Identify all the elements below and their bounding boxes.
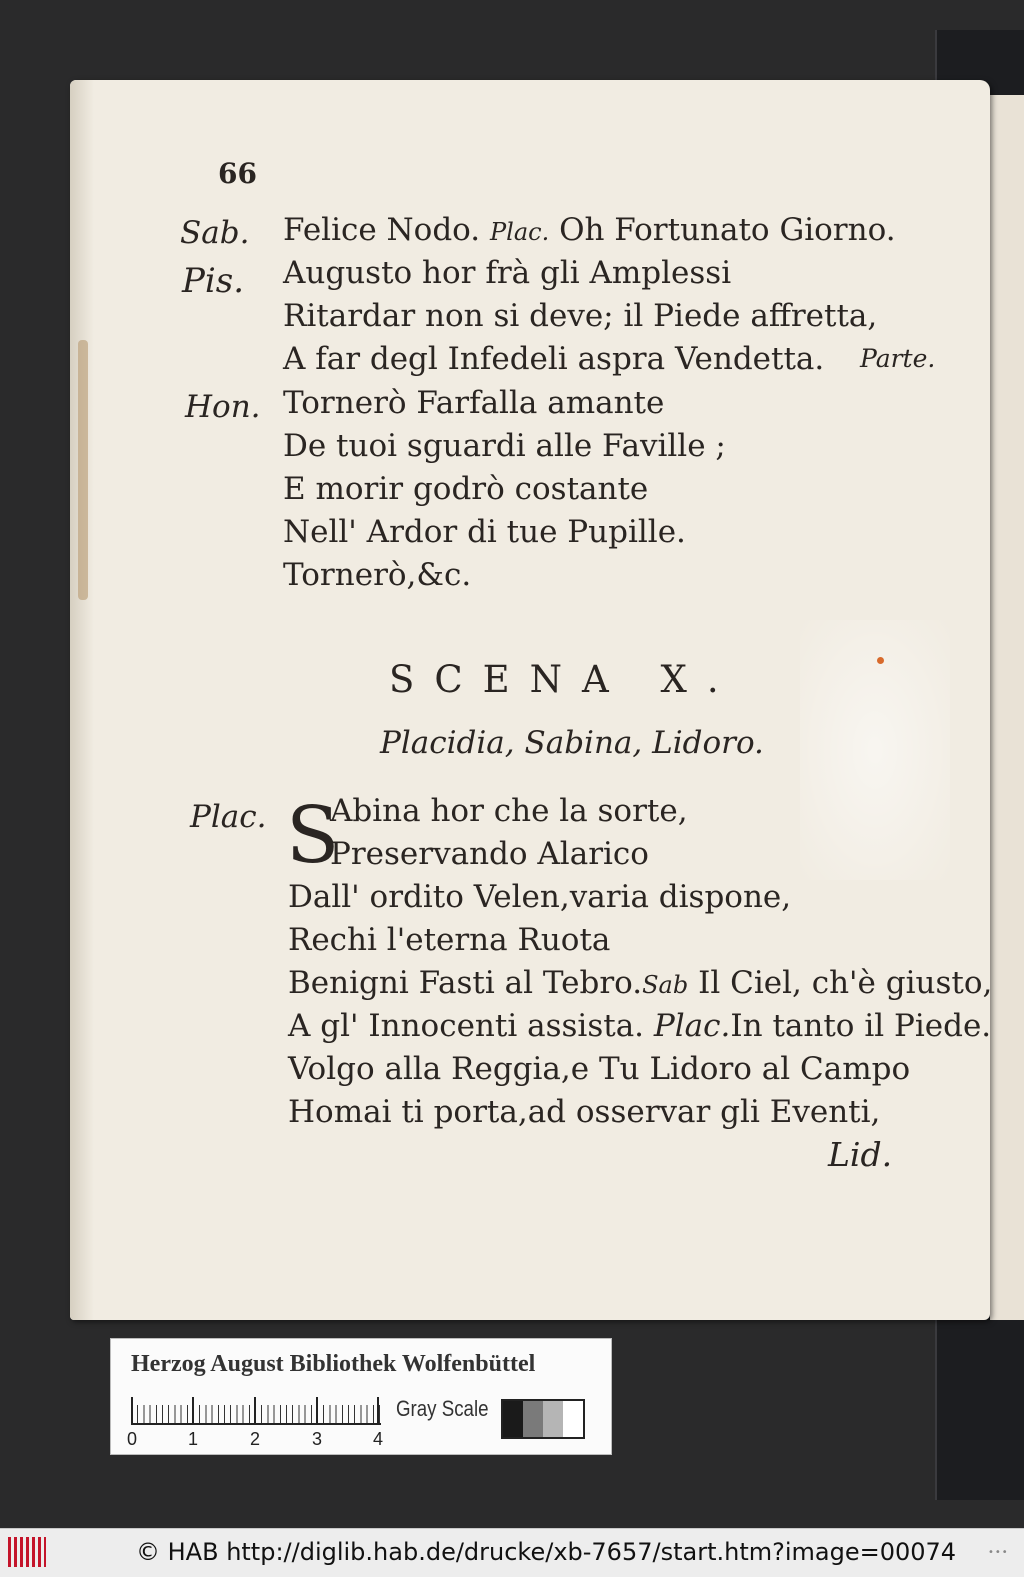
dialogue-line: Ritardar non si deve; il Piede affretta, <box>283 298 878 334</box>
ruler-major-tick <box>254 1397 256 1425</box>
stage-direction: Parte. <box>860 344 936 373</box>
footer-bar <box>0 1528 1024 1577</box>
footer-copyright-link[interactable]: © HAB http://diglib.hab.de/drucke/xb-7657/start.htm?image=00074 <box>136 1538 957 1566</box>
ruler-number: 3 <box>312 1429 323 1449</box>
swatch-white <box>563 1401 583 1437</box>
footer-dots: ••• <box>988 1547 1009 1558</box>
ruler-major-tick <box>316 1397 318 1425</box>
dialogue-line: Augusto hor frà gli Amplessi <box>283 255 732 291</box>
speaker-sab: Sab. <box>180 215 250 251</box>
hab-logo-icon <box>8 1537 46 1567</box>
card-title: Herzog August Bibliothek Wolfenbüttel <box>131 1351 536 1377</box>
dialogue-line: Preservando Alarico <box>330 836 649 872</box>
dialogue-line: Tornerò,&c. <box>283 557 472 593</box>
dialogue-line: Nell' Ardor di tue Pupille. <box>283 514 686 550</box>
page-fold <box>70 80 94 1320</box>
gray-scale-label: Gray Scale <box>396 1396 489 1421</box>
dialogue-line: E morir godrò costante <box>283 471 649 507</box>
page-discoloration <box>800 620 950 880</box>
ruler-number: 1 <box>188 1429 199 1449</box>
dialogue-line: De tuoi sguardi alle Faville ; <box>283 428 726 464</box>
ruler-major-tick <box>377 1397 379 1425</box>
dialogue-line: Felice Nodo. Plac. Oh Fortunato Giorno. <box>283 212 896 248</box>
catchword: Lid. <box>828 1135 893 1174</box>
speaker-pis: Pis. <box>182 261 245 301</box>
ink-spot <box>877 657 884 664</box>
swatch-black <box>503 1401 523 1437</box>
swatch-dark-gray <box>523 1401 543 1437</box>
next-page-edge <box>990 95 1024 1320</box>
ruler-number: 0 <box>127 1429 138 1449</box>
page-number: 66 <box>218 157 257 190</box>
dialogue-line: Homai ti porta,ad osservar gli Eventi, <box>288 1094 881 1130</box>
scene-title: SCENA X. <box>389 658 739 701</box>
ruler-major-tick <box>131 1397 133 1425</box>
color-reference-card <box>110 1338 612 1455</box>
dialogue-line: Abina hor che la sorte, <box>330 793 688 829</box>
swatch-light-gray <box>543 1401 563 1437</box>
ruler-number: 2 <box>250 1429 261 1449</box>
dialogue-line: A gl' Innocenti assista. Plac.In tanto il Piede. <box>288 1008 992 1044</box>
dialogue-line: Tornerò Farfalla amante <box>283 385 665 421</box>
dialogue-line: A far degl Infedeli aspra Vendetta. <box>283 341 825 377</box>
dialogue-line: Volgo alla Reggia,e Tu Lidoro al Campo <box>288 1051 911 1087</box>
speaker-plac: Plac. <box>190 799 267 835</box>
scene-characters: Placidia, Sabina, Lidoro. <box>380 725 764 761</box>
dialogue-line: Dall' ordito Velen,varia dispone, <box>288 879 792 915</box>
dialogue-line: Benigni Fasti al Tebro.Sab Il Ciel, ch'è giusto, <box>288 965 993 1001</box>
speaker-hon: Hon. <box>185 389 261 425</box>
drop-cap: S <box>286 791 340 881</box>
ruler-number: 4 <box>373 1429 384 1449</box>
ruler-major-tick <box>192 1397 194 1425</box>
gray-scale-swatch <box>501 1399 585 1439</box>
page-stain <box>78 340 88 600</box>
dialogue-line: Rechi l'eterna Ruota <box>288 922 611 958</box>
ruler <box>131 1391 381 1425</box>
